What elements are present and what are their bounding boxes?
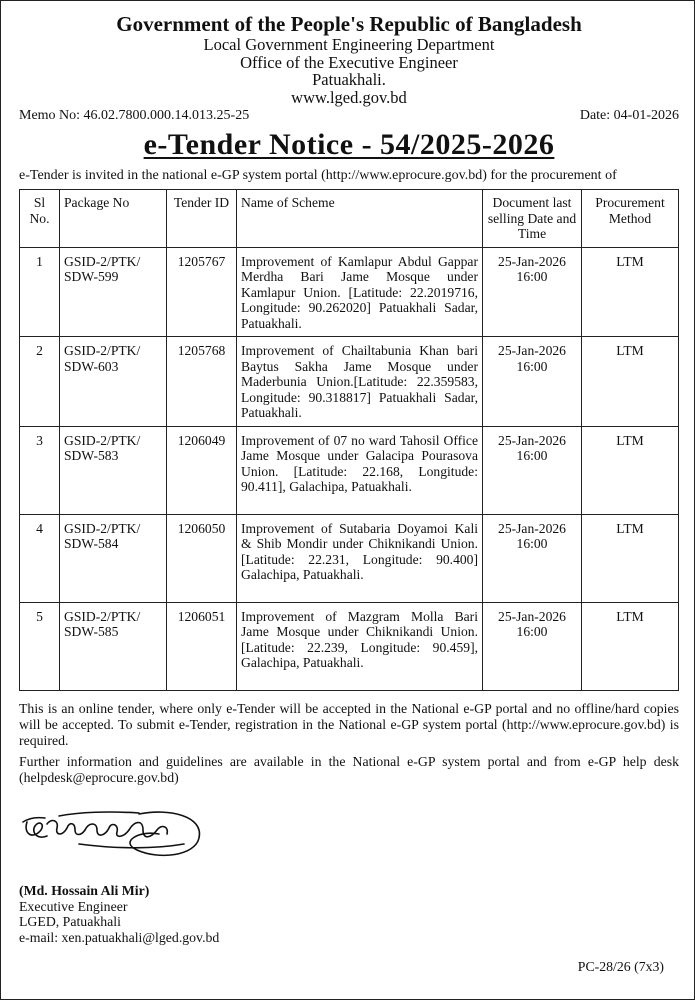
- cell-tender-id: 1206049: [167, 426, 237, 514]
- cell-package: GSID-2/PTK/ SDW-584: [60, 514, 167, 602]
- signer-designation: Executive Engineer: [19, 898, 128, 914]
- cell-package: GSID-2/PTK/ SDW-599: [60, 247, 167, 337]
- office-location: Patuakhali.: [312, 70, 386, 89]
- memo-row: [19, 108, 679, 124]
- header-scheme: Name of Scheme: [237, 190, 483, 248]
- intro-text: e-Tender is invited in the national e-GP system portal (http://www.eprocure.gov.bd) for the procurement of: [19, 168, 617, 183]
- cell-sl: 5: [20, 602, 60, 690]
- signer-email: e-mail: xen.patuakhali@lged.gov.bd: [19, 929, 220, 945]
- header-sl: Sl No.: [20, 190, 60, 248]
- header-date: Document last selling Date and Time: [483, 190, 582, 248]
- cell-scheme: Improvement of Chailtabunia Khan bari Baytus Sakha Jame Mosque under Maderbunia Union.[Latitude: 22.359583, Longitude: 90.318817] Patuakhali Sadar, Patuakhali.: [237, 337, 483, 427]
- cell-tender-id: 1206050: [167, 514, 237, 602]
- cell-method: LTM: [582, 602, 679, 690]
- cell-date: 25-Jan-2026 16:00: [483, 514, 582, 602]
- cell-method: LTM: [582, 426, 679, 514]
- cell-tender-id: 1205767: [167, 247, 237, 337]
- table-header-row: [20, 190, 679, 248]
- memo-number: Memo No: 46.02.7800.000.14.013.25-25: [19, 108, 250, 123]
- office-name: Office of the Executive Engineer: [240, 52, 458, 72]
- signature-image: [19, 800, 229, 870]
- header-tender-id: Tender ID: [167, 190, 237, 248]
- signer-block: [19, 883, 679, 945]
- cell-scheme: Improvement of Kamlapur Abdul Gappar Merdha Bari Jame Mosque under Kamlapur Union. [Latitude: 22.2019716, Longitude: 90.262020] Patuakhali Sadar, Patuakhali.: [237, 247, 483, 337]
- header-package: Package No: [60, 190, 167, 248]
- cell-sl: 1: [20, 247, 60, 337]
- cell-package: GSID-2/PTK/ SDW-585: [60, 602, 167, 690]
- table-row: [20, 602, 679, 690]
- online-tender-paragraph: This is an online tender, where only e-Tender will be accepted in the National e-GP portal and no offline/hard copies will be accepted. To submit e-Tender, registration in the National e-GP system portal (http://www.eprocure.gov.bd) is required.: [19, 700, 679, 748]
- header-method: Procurement Method: [582, 190, 679, 248]
- website: www.lged.gov.bd: [291, 87, 407, 107]
- cell-tender-id: 1205768: [167, 337, 237, 427]
- signer-name: (Md. Hossain Ali Mir): [19, 883, 150, 899]
- cell-sl: 4: [20, 514, 60, 602]
- cell-date: 25-Jan-2026 16:00: [483, 426, 582, 514]
- table-row: [20, 247, 679, 337]
- cell-method: LTM: [582, 514, 679, 602]
- cell-package: GSID-2/PTK/ SDW-583: [60, 426, 167, 514]
- pc-code: PC-28/26 (7x3): [577, 959, 664, 975]
- cell-method: LTM: [582, 337, 679, 427]
- cell-method: LTM: [582, 247, 679, 337]
- cell-scheme: Improvement of Mazgram Molla Bari Jame Mosque under Chiknikandi Union. [Latitude: 22.239, Longitude: 90.459], Galachipa, Patuakhali.: [237, 602, 483, 690]
- table-row: [20, 337, 679, 427]
- further-info-paragraph: Further information and guidelines are available in the National e-GP system portal and from e-GP help desk (helpdesk@eprocure.gov.bd): [19, 753, 679, 785]
- department-name: Local Government Engineering Department: [203, 35, 495, 54]
- notice-title: e-Tender Notice - 54/2025-2026: [143, 128, 555, 161]
- signer-office: LGED, Patuakhali: [19, 914, 121, 930]
- notice-date: Date: 04-01-2026: [579, 108, 679, 123]
- cell-tender-id: 1206051: [167, 602, 237, 690]
- cell-date: 25-Jan-2026 16:00: [483, 247, 582, 337]
- cell-scheme: Improvement of Sutabaria Doyamoi Kali & Shib Mondir under Chiknikandi Union. [Latitude: 22.231, Longitude: 90.400] Galachipa, Patuakhali.: [237, 514, 483, 602]
- cell-sl: 3: [20, 426, 60, 514]
- cell-package: GSID-2/PTK/ SDW-603: [60, 337, 167, 427]
- cell-scheme: Improvement of 07 no ward Tahosil Office Jame Mosque under Galacipa Pourasova Union. [Latitude: 22.168, Longitude: 90.411], Galachipa, Patuakhali.: [237, 426, 483, 514]
- table-row: [20, 426, 679, 514]
- cell-sl: 2: [20, 337, 60, 427]
- cell-date: 25-Jan-2026 16:00: [483, 602, 582, 690]
- table-row: [20, 514, 679, 602]
- government-name: Government of the People's Republic of Bangladesh: [116, 12, 582, 36]
- cell-date: 25-Jan-2026 16:00: [483, 337, 582, 427]
- letterhead: [19, 13, 679, 106]
- tender-table: [19, 189, 679, 691]
